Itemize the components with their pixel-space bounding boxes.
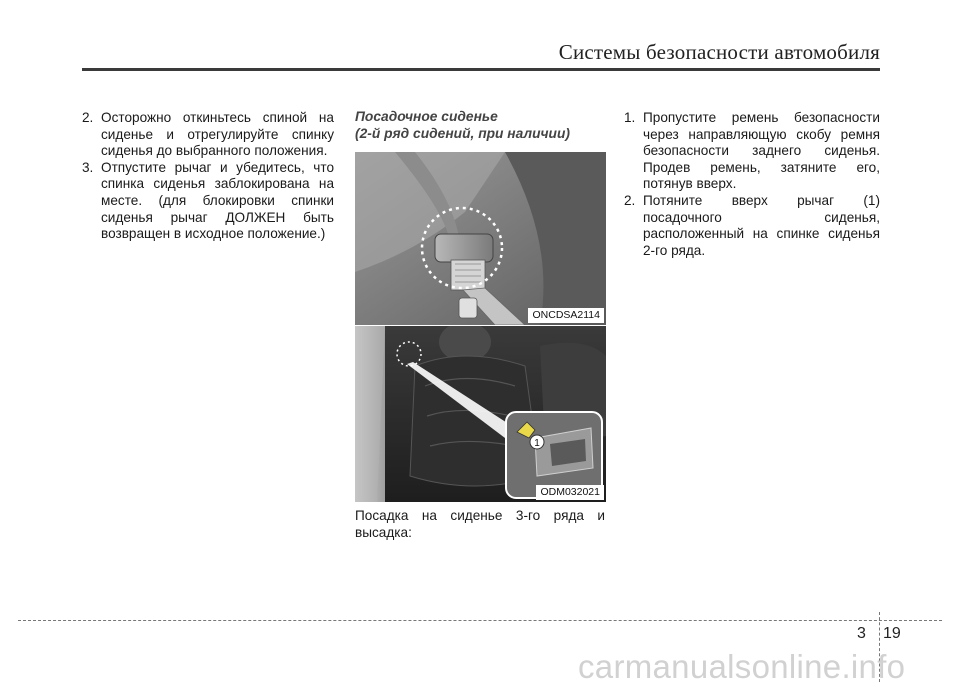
list-item [624,110,880,193]
seatbelt-guide-photo [355,152,606,325]
section-number: 3 [857,625,866,642]
list-item-number: 2. [624,192,636,208]
page-header-title: Системы безопасности автомобиля [558,40,880,64]
list-item [82,160,334,243]
section-title: Посадочное сиденье [355,109,498,124]
left-column [82,110,334,243]
watermark: carmanualsonline.info [578,648,906,685]
seatbelt-guide-illustration [355,152,606,325]
list-item [624,193,880,259]
page-number: 19 [883,625,901,642]
footer-divider [18,620,942,621]
list-item-text: Отпустите рычаг и убедитесь, что спинка сиденья заблокирована на месте. (для блокировки спинки сиденья рычаг ДОЛЖЕН быть возвращен в исходное положение.) [101,159,334,242]
middle-column-heading [355,108,605,142]
figure-caption: Посадка на сиденье 3-го ряда и высадка: [355,508,605,540]
section-subtitle: (2-й ряд сидений, при наличии) [355,126,570,141]
header-rule [82,68,880,71]
second-row-seat-photo [355,326,606,502]
seat-lever-illustration [355,326,606,502]
figure-code-label: ODM032021 [536,485,604,500]
figure-code-label: ONCDSA2114 [528,308,604,323]
right-column [624,110,880,259]
callout-number: 1 [534,438,540,449]
list-item-number: 2. [82,110,94,125]
list-item [82,110,334,160]
list-item-text: Пропустите ремень безопасности через направляющую скобу ремня безопасности заднего сиденья. Продев ремень, затяните его, потянув вверх. [643,110,880,192]
list-item-number: 1. [624,110,636,125]
list-item-text: Потяните вверх рычаг (1) посадочного сиденья, расположенный на спинке сиденья 2-го ряда. [643,192,880,258]
list-item-text: Осторожно откиньтесь спиной на сиденье и отрегулируйте спинку сиденья до выбранного положения. [101,110,334,159]
list-item-number: 3. [82,159,94,175]
